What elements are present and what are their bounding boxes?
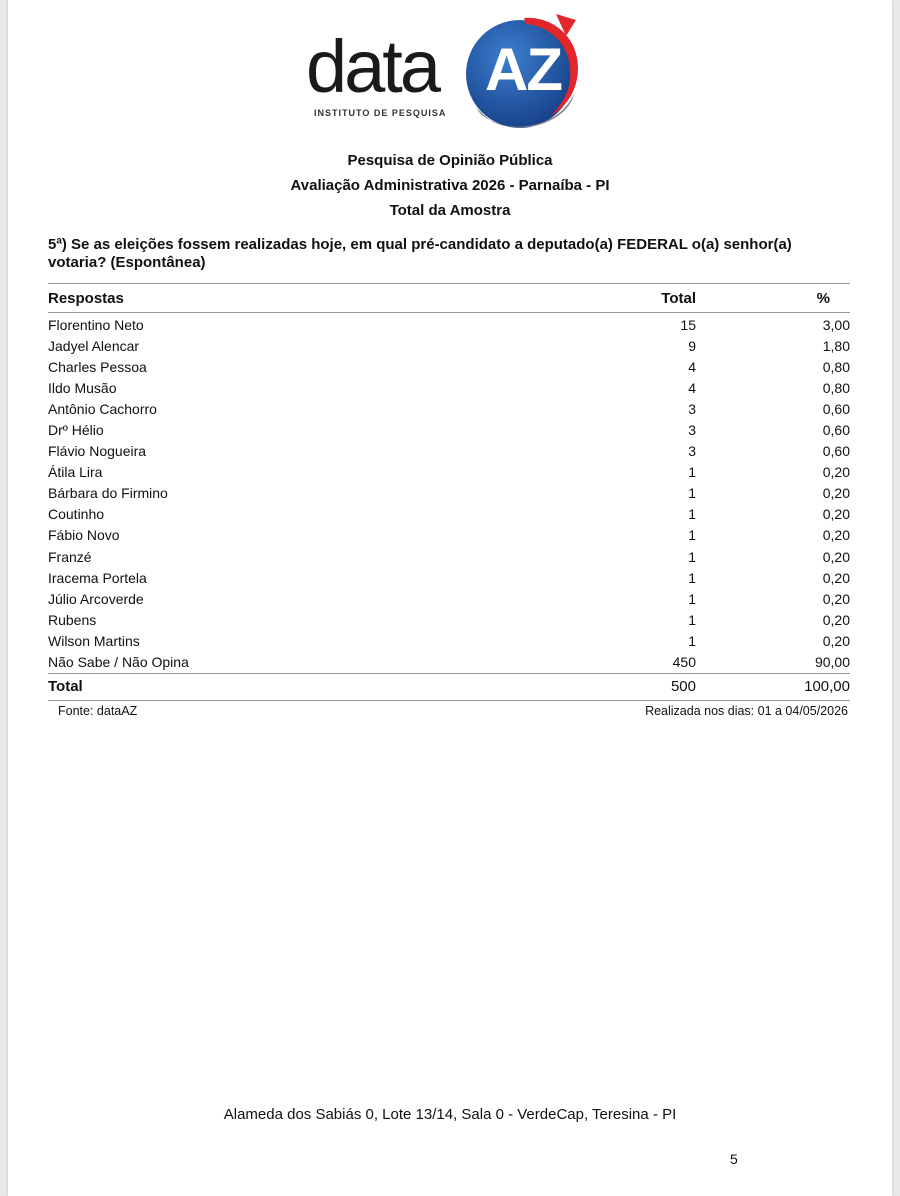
row-percent: 0,80 — [822, 379, 850, 396]
source-line — [58, 704, 848, 718]
column-header-percent: % — [816, 289, 830, 307]
row-respostas: Coutinho — [48, 506, 105, 523]
source-text: Fonte: dataAZ — [58, 704, 138, 718]
table-row — [48, 525, 850, 546]
row-total: 1 — [688, 590, 696, 607]
table-row — [48, 441, 850, 462]
row-percent: 0,60 — [822, 400, 850, 417]
row-respostas: Bárbara do Firmino — [48, 485, 168, 502]
row-percent: 1,80 — [822, 337, 850, 354]
table-row — [48, 504, 850, 525]
row-total: 4 — [688, 379, 696, 396]
row-respostas: Antônio Cachorro — [48, 400, 157, 417]
table-row — [48, 588, 850, 609]
table-row — [48, 483, 850, 504]
row-respostas: Jadyel Alencar — [48, 337, 140, 354]
row-percent: 0,20 — [822, 632, 850, 649]
row-percent: 0,20 — [822, 464, 850, 481]
row-total: 1 — [688, 485, 696, 502]
row-respostas: Flávio Nogueira — [48, 443, 147, 460]
total-count: 500 — [670, 678, 696, 696]
row-percent: 3,00 — [822, 316, 850, 333]
footer-address: Alameda dos Sabiás 0, Lote 13/14, Sala 0 - VerdeCap, Teresina - PI — [223, 1106, 677, 1123]
row-respostas: Charles Pessoa — [48, 358, 147, 375]
row-total: 1 — [688, 464, 696, 481]
row-total: 4 — [688, 358, 696, 375]
row-percent: 0,20 — [822, 548, 850, 565]
row-respostas: Iracema Portela — [48, 569, 147, 586]
row-total: 3 — [688, 443, 696, 460]
row-respostas: Fábio Novo — [48, 527, 120, 544]
table-row — [48, 546, 850, 567]
page-number: 5 — [730, 1151, 738, 1167]
row-total: 1 — [688, 548, 696, 565]
table-row — [48, 356, 850, 377]
table-row — [48, 462, 850, 483]
document-page — [8, 0, 892, 1196]
dataaz-logo — [306, 4, 606, 144]
row-total: 15 — [680, 316, 696, 333]
table-row — [48, 609, 850, 630]
row-total: 1 — [688, 506, 696, 523]
results-table — [48, 283, 850, 701]
row-respostas: Ildo Musão — [48, 379, 117, 396]
row-respostas: Não Sabe / Não Opina — [48, 654, 189, 671]
table-row — [48, 419, 850, 440]
table-row — [48, 567, 850, 588]
table-body — [48, 313, 850, 673]
column-header-total: Total — [661, 289, 696, 307]
row-total: 1 — [688, 569, 696, 586]
title-line-2: Avaliação Administrativa 2026 - Parnaíba - PI — [290, 177, 610, 194]
title-line-1: Pesquisa de Opinião Pública — [347, 152, 553, 169]
logo-word-az: AZ — [485, 36, 561, 103]
row-respostas: Florentino Neto — [48, 316, 144, 333]
total-percent: 100,00 — [804, 678, 850, 696]
row-percent: 0,60 — [822, 422, 850, 439]
row-percent: 0,80 — [822, 358, 850, 375]
row-respostas: Wilson Martins — [48, 632, 140, 649]
row-respostas: Drº Hélio — [48, 422, 104, 439]
column-header-respostas: Respostas — [48, 289, 124, 307]
logo-word-data: data — [306, 25, 439, 108]
row-respostas: Rubens — [48, 611, 97, 628]
table-row — [48, 335, 850, 356]
survey-dates: Realizada nos dias: 01 a 04/05/2026 — [645, 704, 848, 718]
row-percent: 0,20 — [822, 569, 850, 586]
table-row — [48, 377, 850, 398]
table-row — [48, 630, 850, 651]
title-line-3: Total da Amostra — [389, 202, 511, 219]
row-percent: 0,20 — [822, 485, 850, 502]
row-percent: 0,20 — [822, 506, 850, 523]
row-percent: 0,20 — [822, 527, 850, 544]
logo-subtitle: INSTITUTO DE PESQUISA — [314, 108, 447, 118]
row-percent: 0,60 — [822, 443, 850, 460]
report-titles — [8, 148, 892, 223]
table-row — [48, 652, 850, 673]
table-total-row — [48, 673, 850, 701]
row-total: 1 — [688, 611, 696, 628]
table-row — [48, 314, 850, 335]
table-row — [48, 398, 850, 419]
row-percent: 90,00 — [814, 654, 850, 671]
row-total: 3 — [688, 422, 696, 439]
table-header — [48, 283, 850, 313]
row-total: 3 — [688, 400, 696, 417]
row-respostas: Franzé — [48, 548, 92, 565]
row-total: 450 — [672, 654, 696, 671]
total-label: Total — [48, 678, 83, 696]
row-total: 1 — [688, 632, 696, 649]
row-total: 1 — [688, 527, 696, 544]
row-percent: 0,20 — [822, 611, 850, 628]
row-percent: 0,20 — [822, 590, 850, 607]
survey-question: 5ª) Se as eleições fossem realizadas hoje, em qual pré-candidato a deputado(a) FEDERAL o(a) senhor(a) votaria? (Espontânea) — [48, 236, 792, 271]
row-total: 9 — [688, 337, 696, 354]
row-respostas: Átila Lira — [48, 464, 103, 481]
row-respostas: Júlio Arcoverde — [48, 590, 144, 607]
